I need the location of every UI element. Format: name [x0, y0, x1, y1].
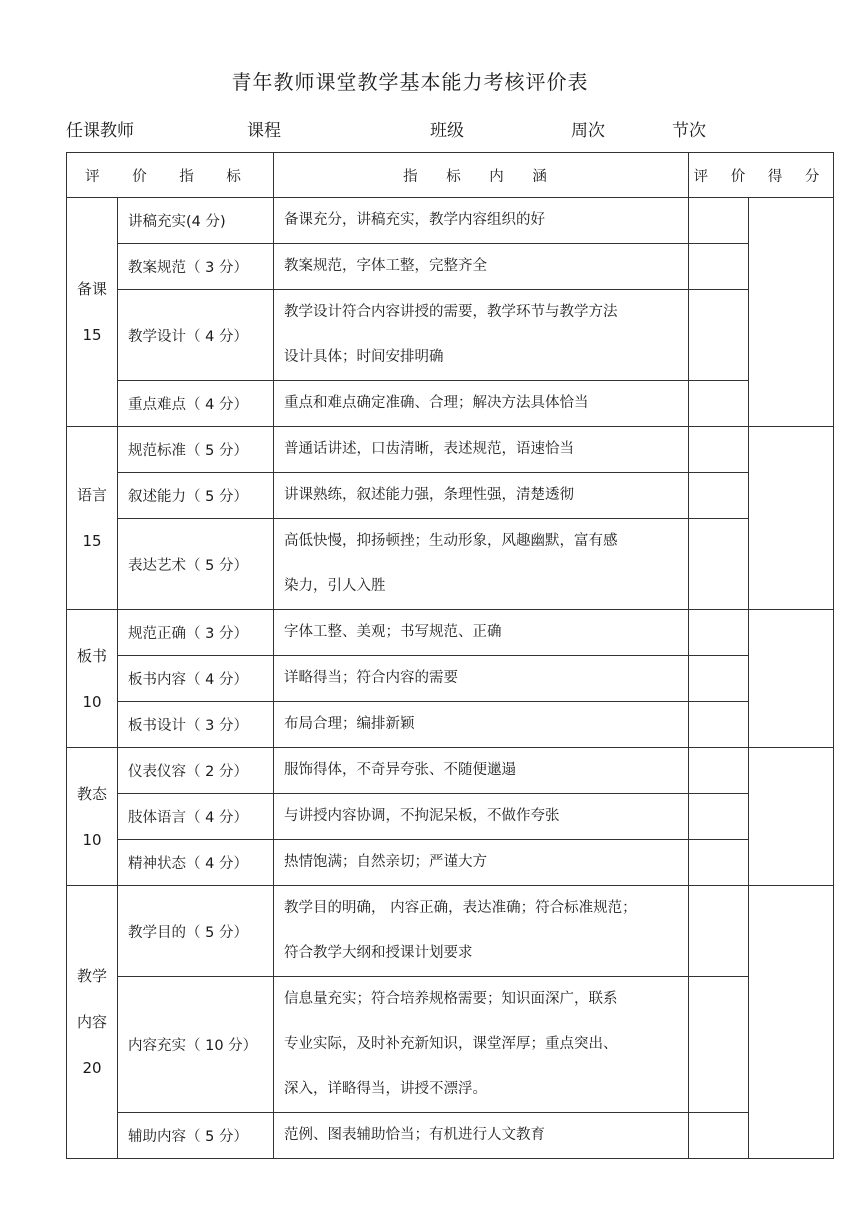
table-row — [67, 886, 834, 977]
indicator-description — [274, 748, 689, 794]
indicator-description — [274, 656, 689, 702]
category-cell — [67, 610, 118, 748]
table-row — [67, 610, 834, 656]
indicator-item: 精神状态（ 4 分） — [118, 840, 274, 886]
description-line: 与讲授内容协调，不拘泥呆板，不做作夸张 — [284, 808, 560, 824]
indicator-description — [274, 840, 689, 886]
table-row — [67, 427, 834, 473]
indicator-description — [274, 702, 689, 748]
indicator-description — [274, 519, 689, 610]
table-row — [67, 290, 834, 381]
description-line: 详略得当；符合内容的需要 — [284, 670, 459, 686]
description-line: 设计具体；时间安排明确 — [284, 349, 444, 365]
category-cell — [67, 886, 118, 1159]
group-score-cell[interactable] — [749, 610, 834, 748]
table-row — [67, 748, 834, 794]
header-indicator: 评 价 指 标 — [67, 153, 274, 198]
indicator-description — [274, 198, 689, 244]
evaluation-table — [66, 152, 834, 1159]
category-text: 15 — [82, 326, 102, 344]
table-row — [67, 381, 834, 427]
score-input-cell[interactable] — [689, 198, 749, 244]
category-text: 10 — [82, 692, 102, 711]
description-line: 服饰得体，不奇异夸张、不随便邋遢 — [284, 762, 517, 778]
score-input-cell[interactable] — [689, 702, 749, 748]
indicator-description — [274, 794, 689, 840]
description-line: 讲课熟练，叙述能力强，条理性强，清楚透彻 — [284, 487, 575, 503]
table-row — [67, 794, 834, 840]
category-text: 15 — [82, 532, 102, 550]
score-input-cell[interactable] — [689, 840, 749, 886]
score-input-cell[interactable] — [689, 656, 749, 702]
description-line: 教学设计符合内容讲授的需要，教学环节与教学方法 — [284, 304, 618, 320]
description-line: 范例、图表辅助恰当；有机进行人文教育 — [284, 1127, 546, 1143]
score-input-cell[interactable] — [689, 473, 749, 519]
description-line: 专业实际，及时补充新知识，课堂浑厚；重点突出、 — [284, 1036, 618, 1052]
indicator-description — [274, 244, 689, 290]
header-score: 评 价 得 分 — [689, 153, 834, 198]
field-label-period: 节次 — [672, 121, 706, 141]
indicator-item: 仪表仪容（ 2 分） — [118, 748, 274, 794]
description-line: 备课充分，讲稿充实，教学内容组织的好 — [284, 212, 546, 228]
header-content: 指 标 内 涵 — [274, 153, 689, 198]
indicator-description — [274, 381, 689, 427]
score-input-cell[interactable] — [689, 244, 749, 290]
indicator-description — [274, 427, 689, 473]
indicator-description — [274, 886, 689, 977]
table-row — [67, 1113, 834, 1159]
category-text: 板书 — [76, 646, 107, 665]
description-line: 高低快慢，抑扬顿挫；生动形象，风趣幽默，富有感 — [284, 533, 618, 549]
table-row — [67, 473, 834, 519]
indicator-description — [274, 610, 689, 656]
category-text: 备课 — [76, 280, 107, 298]
group-score-cell[interactable] — [749, 198, 834, 427]
description-line: 重点和难点确定准确、合理；解决方法具体恰当 — [284, 395, 589, 411]
field-label-week: 周次 — [571, 121, 605, 141]
category-text: 10 — [82, 830, 102, 849]
table-row — [67, 977, 834, 1113]
score-input-cell[interactable] — [689, 1113, 749, 1159]
table-row — [67, 244, 834, 290]
indicator-item: 表达艺术（ 5 分） — [118, 519, 274, 610]
indicator-item: 重点难点（ 4 分） — [118, 381, 274, 427]
category-text: 语言 — [76, 486, 107, 504]
indicator-item: 教案规范（ 3 分） — [118, 244, 274, 290]
group-score-cell[interactable] — [749, 886, 834, 1159]
indicator-description — [274, 1113, 689, 1159]
indicator-item: 板书设计（ 3 分） — [118, 702, 274, 748]
category-text: 20 — [82, 1059, 102, 1077]
table-row — [67, 840, 834, 886]
score-input-cell[interactable] — [689, 427, 749, 473]
indicator-item: 辅助内容（ 5 分） — [118, 1113, 274, 1159]
category-cell — [67, 198, 118, 427]
score-input-cell[interactable] — [689, 290, 749, 381]
field-label-class: 班级 — [430, 121, 464, 141]
group-score-cell[interactable] — [749, 427, 834, 610]
indicator-item: 规范标准（ 5 分） — [118, 427, 274, 473]
indicator-item: 讲稿充实(4 分) — [118, 198, 274, 244]
indicator-item: 板书内容（ 4 分） — [118, 656, 274, 702]
page-title: 青年教师课堂教学基本能力考核评价表 — [231, 70, 589, 94]
table-row — [67, 656, 834, 702]
indicator-item: 内容充实（ 10 分） — [118, 977, 274, 1113]
table-row — [67, 519, 834, 610]
category-text: 内容 — [76, 1013, 107, 1031]
score-input-cell[interactable] — [689, 886, 749, 977]
category-cell — [67, 427, 118, 610]
description-line: 教案规范，字体工整，完整齐全 — [284, 258, 488, 274]
indicator-description — [274, 473, 689, 519]
score-input-cell[interactable] — [689, 381, 749, 427]
category-cell — [67, 748, 118, 886]
score-input-cell[interactable] — [689, 977, 749, 1113]
category-text: 教态 — [76, 784, 107, 803]
field-label-course: 课程 — [247, 121, 281, 141]
description-line: 字体工整、美观；书写规范、正确 — [284, 624, 502, 640]
description-line: 信息量充实；符合培养规格需要；知识面深广，联系 — [284, 991, 618, 1007]
indicator-item: 肢体语言（ 4 分） — [118, 794, 274, 840]
description-line: 染力，引人入胜 — [284, 578, 386, 594]
description-line: 深入，详略得当，讲授不漂浮。 — [284, 1081, 488, 1097]
description-line: 布局合理；编排新颖 — [284, 716, 415, 732]
description-line: 普通话讲述，口齿清晰，表述规范，语速恰当 — [284, 441, 575, 457]
description-line: 符合教学大纲和授课计划要求 — [284, 945, 473, 961]
indicator-item: 教学设计（ 4 分） — [118, 290, 274, 381]
indicator-description — [274, 290, 689, 381]
indicator-description — [274, 977, 689, 1113]
field-label-teacher: 任课教师 — [66, 121, 134, 141]
table-row — [67, 198, 834, 244]
score-input-cell[interactable] — [689, 794, 749, 840]
group-score-cell[interactable] — [749, 748, 834, 886]
description-line: 热情饱满；自然亲切；严谨大方 — [284, 854, 488, 870]
score-input-cell[interactable] — [689, 748, 749, 794]
indicator-item: 叙述能力（ 5 分） — [118, 473, 274, 519]
indicator-item: 教学目的（ 5 分） — [118, 886, 274, 977]
table-row — [67, 702, 834, 748]
score-input-cell[interactable] — [689, 610, 749, 656]
category-text: 教学 — [76, 967, 107, 985]
description-line: 教学目的明确， 内容正确，表达准确；符合标准规范； — [284, 900, 637, 916]
score-input-cell[interactable] — [689, 519, 749, 610]
table-header-row — [67, 153, 834, 198]
indicator-item: 规范正确（ 3 分） — [118, 610, 274, 656]
